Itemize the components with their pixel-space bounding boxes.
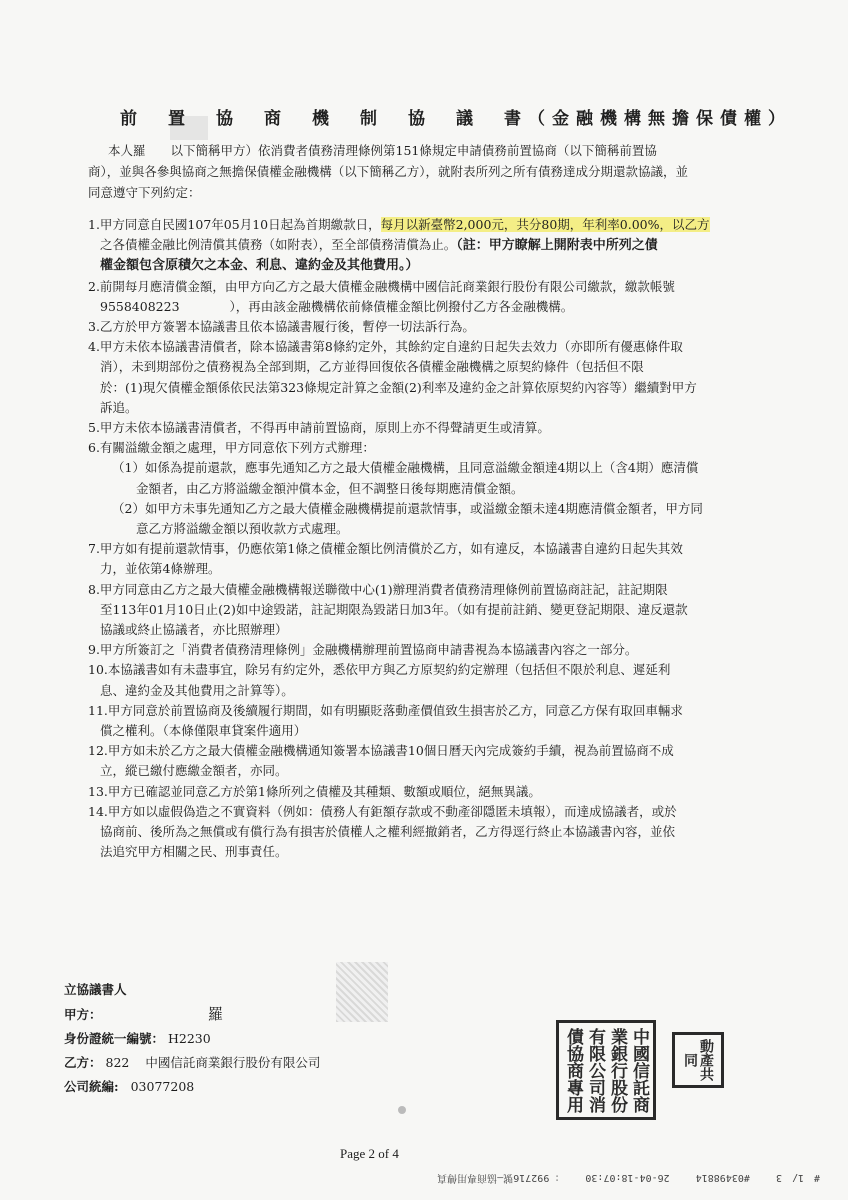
punch-hole xyxy=(398,1106,406,1114)
clause-8: 8.甲方同意由乙方之最大債權金融機構報送聯徵中心(1)辦理消費者債務清理條例前置協商註記，註記期限 xyxy=(88,581,668,597)
party-a-label: 甲方： xyxy=(64,1007,102,1022)
clause-12-cont: 立，縱已繳付應繳金額者，亦同。 xyxy=(100,763,288,779)
signer-heading: 立協議書人 xyxy=(64,982,127,997)
clause-14: 14.甲方如以虛假偽造之不實資料（例如：債務人有鉅額存款或不動產卻隱匿未填報），而達成協議者，或於 xyxy=(88,803,677,819)
clause-12: 12.甲方如未於乙方之最大債權金融機構通知簽署本協議書10個日曆天內完成簽約手續，視為前置協商不成 xyxy=(88,743,674,759)
id-value: H2230 xyxy=(168,1031,211,1046)
clause-11-cont: 償之權利。（本條僅限車貸案件適用） xyxy=(100,723,307,739)
company-id-label: 公司統編: xyxy=(64,1079,119,1094)
fax-timestamp: 26-04-18:07:30 xyxy=(585,1172,670,1183)
clause-4-cont: 於：(1)現欠債權金額係依民法第323條規定計算之金額(2)利率及違約金之計算依原契約內容等）繼續對甲方 xyxy=(100,379,697,395)
intro-paragraph xyxy=(88,140,778,203)
clause-2: 2.前開每月應清償金額，由甲方向乙方之最大債權金融機構中國信託商業銀行股份有限公司繳款，繳款帳號 xyxy=(88,278,675,294)
clause-10: 10.本協議書如有未盡事宜，除另有約定外，悉依甲方與乙方原契約約定辦理（包括但不限於利息、遲延利 xyxy=(88,662,671,678)
fax-number: #03498814 xyxy=(695,1172,750,1183)
clause-10-cont: 息、違約金及其他費用之計算等）。 xyxy=(100,682,294,698)
fax-sender: ：992716號—協商專用傳真 xyxy=(437,1172,560,1183)
clause-1 xyxy=(88,215,788,235)
clause-6-sub-2-cont: 意乙方將溢繳金額以預收款方式處理。 xyxy=(136,521,349,537)
clause-8-cont: 協議或終止協議者，亦比照辦理） xyxy=(100,622,288,638)
company-id-value: 03077208 xyxy=(130,1079,195,1094)
clause-14-cont: 法追究甲方相關之民、刑事責任。 xyxy=(100,844,288,860)
intro-line: 同意遵守下列約定： xyxy=(88,185,201,200)
clause-6-sub-2: （2）如甲方未事先通知乙方之最大債權金融機構提前還款情事，或溢繳金額未達4期應清償金額者，甲方同 xyxy=(112,500,703,516)
clause-9: 9.甲方所簽訂之「消費者債務清理條例」金融機構辦理前置協商申請書視為本協議書內容之一部分。 xyxy=(88,642,638,658)
clause-13: 13.甲方已確認並同意乙方於第1條所列之債權及其種類、數額或順位，絕無異議。 xyxy=(88,783,541,799)
id-label: 身份證統一編號： xyxy=(64,1031,165,1046)
clause-4-cont: 消），未到期部份之債務視為全部到期，乙方並得回復依各債權金融機構之原契約條件（包括但不限 xyxy=(100,359,644,375)
intro-line: 本人羅 以下簡稱甲方）依消費者債務清理條例第151條規定申請債務前置協商（以下簡稱前置協 xyxy=(108,143,657,158)
page-number: Page 2 of 4 xyxy=(340,1146,399,1161)
clause-text: 1.甲方同意自民國107年05月10日起為首期繳款日， xyxy=(88,217,381,232)
intro-line: 商），並與各參與協商之無擔保債權金融機構（以下簡稱乙方），就附表所列之所有債務達成分期還款協議，並 xyxy=(88,164,689,179)
clause-5: 5.甲方未依本協議書清償者，不得再申請前置協商，原則上亦不得聲請更生或清算。 xyxy=(88,420,550,436)
party-a-name: 羅 xyxy=(207,1005,253,1023)
clause-11: 11.甲方同意於前置協商及後續履行期間，如有明顯貶落動產價值致生損害於乙方，同意乙方保有取回車輛求 xyxy=(88,702,683,718)
party-b-code: 822 xyxy=(105,1055,130,1070)
clause-2-cont: 9558408223 ），再由該金融機構依前條債權金額比例撥付乙方各金融機構。 xyxy=(100,298,574,314)
fax-page-count: # 1/ 3 xyxy=(775,1172,820,1183)
clause-note: 權金額包含原積欠之本金、利息、違約金及其他費用。） xyxy=(100,258,419,274)
clause-7-cont: 力，並依第4條辦理。 xyxy=(100,561,221,577)
clause-4-cont: 訴追。 xyxy=(100,399,138,415)
small-seal-stamp: 動產共同 xyxy=(672,1032,724,1088)
clause-1-cont xyxy=(88,235,788,256)
highlighted-text: 每月以新臺幣2,000元，共分80期，年利率0.00%，以乙方 xyxy=(380,217,710,232)
clause-8-cont: 至113年01月10日止(2)如中途毀諾，註記期限為毀諾日加3年。（如有提前註銷、變更登記期限、違反還款 xyxy=(100,601,688,617)
clause-3: 3.乙方於甲方簽署本協議書且依本協議書履行後，暫停一切法訴行為。 xyxy=(88,319,475,335)
clause-6-sub-1-cont: 金額者，由乙方將溢繳金額沖償本金，但不調整日後每期應清償金額。 xyxy=(136,480,524,496)
clauses xyxy=(88,215,788,863)
clause-4: 4.甲方未依本協議書清償者，除本協議書第8條約定外，其餘約定自違約日起失去效力（亦即所有優惠條件取 xyxy=(88,339,683,355)
signer-block xyxy=(64,978,464,1099)
clause-6-sub-1: （1）如係為提前還款，應事先通知乙方之最大債權金融機構，且同意溢繳金額達4期以上（含4期）應清償 xyxy=(112,460,699,476)
bank-seal-stamp: 中國信託商業銀行股份有限公司消債協商專用 xyxy=(556,1020,656,1120)
party-b-name: 中國信託商業銀行股份有限公司 xyxy=(145,1055,321,1070)
clause-7: 7.甲方如有提前還款情事，仍應依第1條之債權金額比例清償於乙方，如有違反，本協議書自違約日起失其效 xyxy=(88,541,683,557)
clause-14-cont: 協商前、後所為之無償或有償行為有損害於債權人之權利經撤銷者，乙方得逕行終止本協議書內容，並依 xyxy=(100,824,676,840)
clause-note: （註：甲方瞭解上開附表中所列之債 xyxy=(456,238,658,254)
clause-text: 之各債權金融比例清償其債務（如附表），至全部債務清償為止。 xyxy=(100,237,457,253)
party-b-label: 乙方： xyxy=(64,1055,102,1070)
document-title: 前 置 協 商 機 制 協 議 書（金融機構無擔保債權） xyxy=(120,109,792,129)
clause-6: 6.有關溢繳金額之處理，甲方同意依下列方式辦理： xyxy=(88,440,375,456)
fax-header xyxy=(30,1172,820,1187)
